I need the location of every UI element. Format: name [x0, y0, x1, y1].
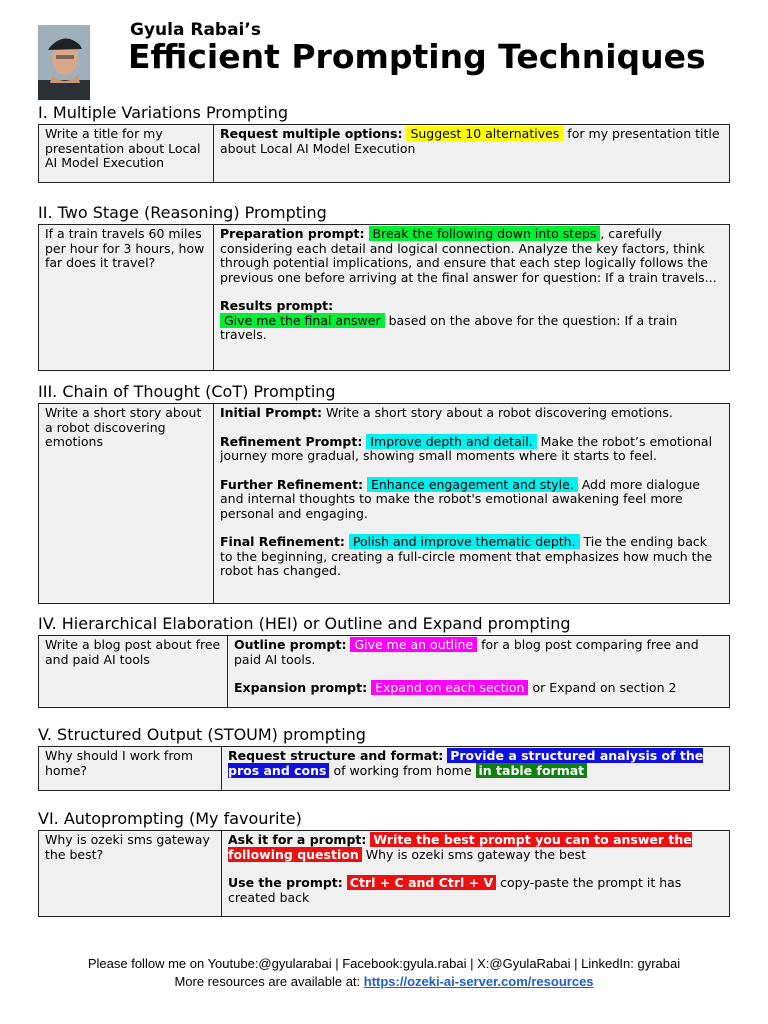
section-title: I. Multiple Variations Prompting [38, 103, 289, 122]
prompt-text: of working from home [329, 762, 476, 778]
prompt-label: Expansion prompt: [234, 680, 368, 695]
section-title: V. Structured Output (STOUM) prompting [38, 725, 366, 744]
section-structured-output [38, 724, 730, 791]
highlight-green: Break the following down into steps [369, 226, 601, 241]
prompt-text: copy-paste the prompt it has created back [228, 875, 682, 905]
example-table [38, 224, 730, 371]
prompt-text: Make the robot’s emotional journey more gradual, showing small moments where it starts to feel. [220, 433, 713, 463]
task-cell: Why is ozeki sms gateway the best? [39, 831, 222, 917]
example-table [38, 635, 730, 708]
section-autoprompting [38, 808, 730, 917]
highlight-cyan: Improve depth and detail. [366, 434, 536, 449]
highlight-magenta: Expand on each section [371, 680, 528, 695]
highlight-cyan: Polish and improve thematic depth. [349, 534, 580, 549]
section-title: IV. Hierarchical Elaboration (HEI) or Outline and Expand prompting [38, 614, 571, 633]
prompt-label: Request multiple options: [220, 126, 403, 141]
prompt-label: Outline prompt: [234, 637, 347, 652]
prompt-cell [214, 125, 730, 183]
prompt-label: Further Refinement: [220, 476, 363, 492]
highlight-red: Write the best prompt you can to answer the following question [228, 832, 692, 862]
prompt-label: Refinement Prompt: [220, 433, 363, 449]
prompt-cell [214, 225, 730, 371]
prompt-text: based on the above for the question: If a train travels. [220, 312, 678, 342]
highlight-dark-green: in table format [476, 763, 588, 778]
example-table [38, 746, 730, 791]
prompt-label: Preparation prompt: [220, 226, 365, 241]
resources-link[interactable]: https://ozeki-ai-server.com/resources [363, 974, 594, 989]
resources-prefix: More resources are available at: [174, 974, 364, 989]
prompt-cell [228, 636, 730, 708]
prompt-label: Ask it for a prompt: [228, 832, 367, 847]
example-table [38, 403, 730, 604]
prompt-text: for my presentation title about Local AI Model Execution [220, 126, 720, 156]
prompt-text: , carefully considering each detail and logical connection. Analyze the key factors, think through potential implications, and ensure that each step logically follows the previous one before arriving at the final answer for question: If a train travels... [220, 226, 717, 285]
highlight-cyan: Enhance engagement and style. [367, 477, 578, 492]
prompt-text: Add more dialogue and internal thoughts to make the robot's emotional awakening feel more personal and engaging. [220, 476, 700, 521]
prompt-cell [222, 747, 730, 791]
footer [0, 955, 768, 991]
prompt-text: Write a short story about a robot discovering emotions. [322, 405, 673, 420]
section-two-stage [38, 202, 730, 371]
author-photo [38, 25, 90, 100]
highlight-blue: Provide a structured analysis of the pros and cons [228, 748, 704, 778]
page-title: Efficient Prompting Techniques [128, 37, 706, 76]
highlight-yellow: Suggest 10 alternatives [406, 126, 563, 141]
prompt-label: Use the prompt: [228, 875, 343, 890]
prompt-cell [222, 831, 730, 917]
section-hierarchical-elaboration [38, 613, 730, 708]
example-table [38, 124, 730, 183]
header [38, 20, 738, 102]
task-cell: Write a short story about a robot discovering emotions [39, 404, 214, 604]
task-cell: Why should I work from home? [39, 747, 222, 791]
prompt-label: Request structure and format: [228, 748, 444, 763]
prompt-text: Why is ozeki sms gateway the best [361, 846, 587, 862]
resources-line [0, 973, 768, 991]
prompt-cell [214, 404, 730, 604]
task-cell: Write a blog post about free and paid AI tools [39, 636, 228, 708]
highlight-green: Give me the final answer [220, 313, 385, 328]
example-table [38, 830, 730, 917]
prompt-text: Tie the ending back to the beginning, creating a full-circle moment that emphasizes how much the robot has changed. [220, 534, 713, 578]
prompt-label: Initial Prompt: [220, 405, 323, 420]
task-cell: If a train travels 60 miles per hour for 3 hours, how far does it travel? [39, 225, 214, 371]
section-chain-of-thought [38, 381, 730, 604]
prompt-text: or Expand on section 2 [528, 680, 677, 695]
social-links-text: Please follow me on Youtube:@gyularabai | Facebook:gyula.rabai | X:@GyulaRabai | LinkedIn: gyrabai [87, 956, 681, 971]
prompt-label: Final Refinement: [220, 534, 345, 549]
section-title: II. Two Stage (Reasoning) Prompting [38, 203, 327, 222]
author-name: Gyula Rabai’s [130, 20, 261, 40]
section-title: III. Chain of Thought (CoT) Prompting [38, 382, 336, 401]
section-title: VI. Autoprompting (My favourite) [38, 809, 302, 828]
highlight-red: Ctrl + C and Ctrl + V [347, 875, 496, 890]
prompt-text: for a blog post comparing free and paid AI tools. [234, 637, 699, 667]
prompt-label: Results prompt: [220, 298, 334, 313]
highlight-magenta: Give me an outline [350, 637, 477, 652]
task-cell: Write a title for my presentation about Local AI Model Execution [39, 125, 214, 183]
section-multiple-variations [38, 102, 730, 183]
